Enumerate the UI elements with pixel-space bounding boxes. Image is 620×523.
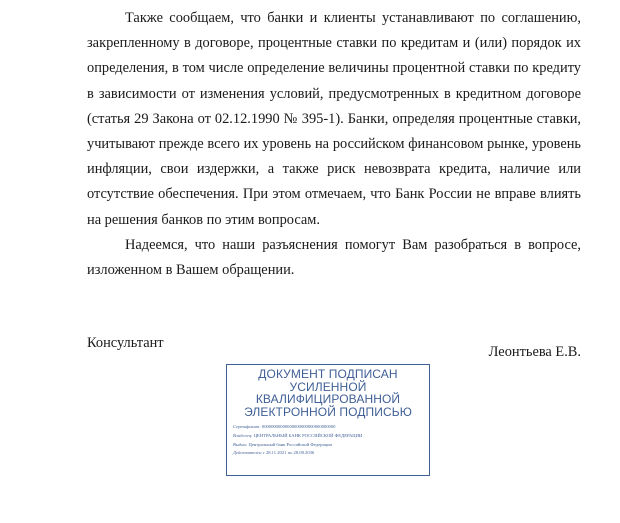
stamp-valid-label: Действителен с: [233, 450, 265, 456]
stamp-validity-row: [233, 449, 429, 458]
paragraph: Также сообщаем, что банки и клиенты устанавливают по соглашению, закрепленному в договоре, процентные ставки по кредитам и (или) порядок их определения, в том числе определение величины процентной ставки по кредиту в зависимости от изменения условий, предусмотренных в кредитном договоре (статья 29 Закона от 02.12.1990 № 395-1). Банки, определяя процентные ставки, учитывают прежде всего их уровень на российском финансовом рынке, уровень инфляции, свои издержки, а также риск невозврата кредита, наличие или отсутствие обеспечения. При этом отмечаем, что Банк России не вправе влиять на решения банков по этим вопросам.: [87, 10, 581, 228]
stamp-owner-value: ЦЕНТРАЛЬНЫЙ БАНК РОССИЙСКОЙ ФЕДЕРАЦИИ: [253, 432, 363, 438]
signature-block: [87, 335, 581, 359]
stamp-issuer-value: Центральный банк Российской Федерации: [248, 441, 333, 447]
letter-body: [87, 6, 581, 283]
signer-title: Консультант: [87, 335, 164, 351]
stamp-title-line: ДОКУМЕНТ ПОДПИСАН: [258, 367, 398, 381]
stamp-valid-to: 28.08.2036: [293, 450, 315, 456]
stamp-title-line: УСИЛЕННОЙ: [289, 379, 367, 394]
electronic-signature-stamp: [226, 364, 430, 476]
stamp-certificate-value: 00000000000000000000000000000000: [261, 424, 336, 429]
stamp-issuer-row: [233, 441, 429, 450]
stamp-owner-row: [233, 432, 429, 441]
stamp-title-line: КВАЛИФИЦИРОВАННОЙ: [255, 392, 401, 406]
stamp-title: [227, 368, 429, 418]
stamp-valid-to-label: по: [287, 450, 293, 456]
stamp-details: [227, 423, 429, 458]
signer-name: Леонтьева Е.В.: [488, 344, 581, 360]
stamp-title-line: ЭЛЕКТРОННОЙ ПОДПИСЬЮ: [244, 404, 412, 419]
stamp-certificate-label: Сертификат:: [233, 424, 261, 429]
stamp-valid-from: 28.11.2021: [265, 450, 287, 456]
stamp-issuer-label: Выдан:: [233, 441, 248, 447]
stamp-owner-label: Владелец:: [233, 432, 253, 438]
paragraph: Надеемся, что наши разъяснения помогут Вам разобраться в вопросе, изложенном в Вашем обращении.: [87, 236, 581, 279]
stamp-certificate-row: [233, 423, 429, 432]
